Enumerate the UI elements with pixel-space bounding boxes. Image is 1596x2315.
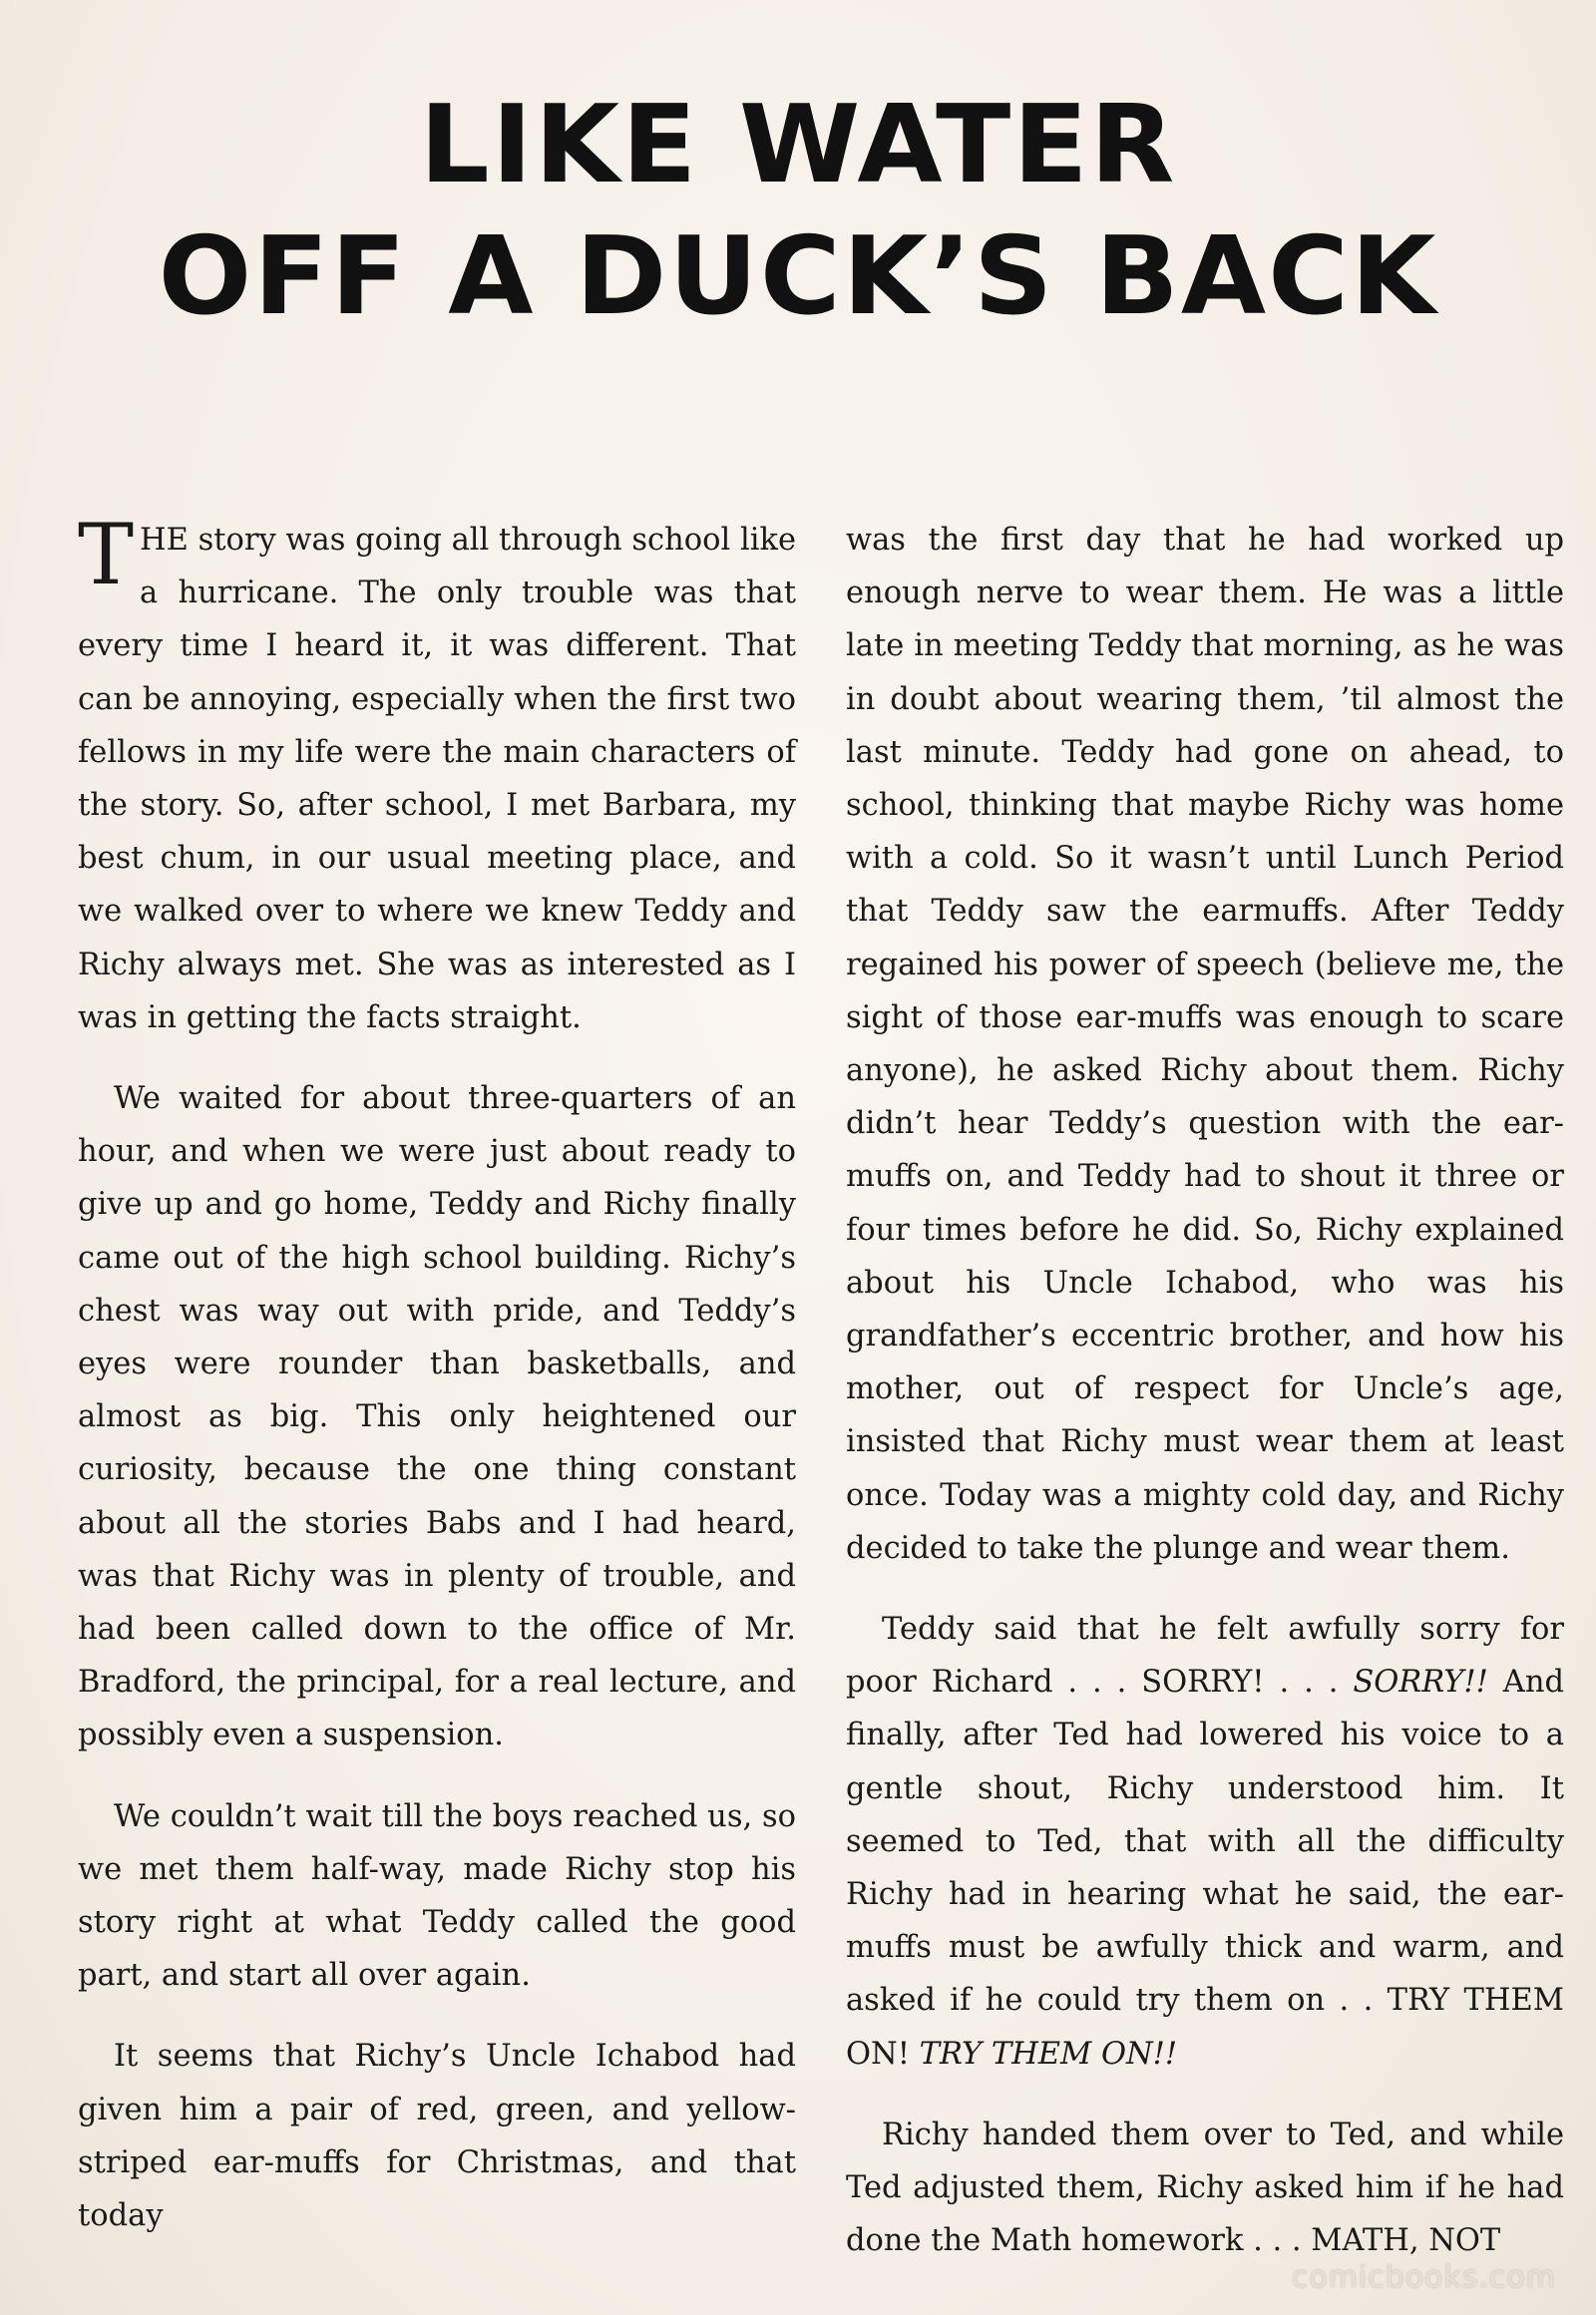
- paragraph-7: Richy handed them over to Ted, and while Ted adjusted them, Richy asked him if he had done the Math homework . . . MATH, NOT: [846, 2117, 1564, 2259]
- paragraph-4: It seems that Richy’s Uncle Ichabod had given him a pair of red, green, and yellow-striped ear-muffs for Christmas, and that today: [78, 2039, 796, 2234]
- page-title: [66, 80, 1531, 343]
- title-line-1: LIKE WATER: [419, 83, 1177, 207]
- paragraph-1-text: HE story was going all through school like a hurricane. The only trouble was that every time I heard it, it was different. That can be annoying, especially when the first two fellows in my life were the main characters of the story. So, after school, I met Barbara, my best chum, in our usual meeting place, and we walked over to where we knew Teddy and Richy always met. She was as interested as I was in getting the facts straight.: [78, 523, 796, 1035]
- paragraph-5: was the first day that he had worked up enough nerve to wear them. He was a little late in meeting Teddy that morning, as he was in doubt about wearing them, ’til almost the last minute. Teddy had gone on ahead, to school, thinking that maybe Richy was home with a cold. So it wasn’t until Lunch Period that Teddy saw the earmuffs. After Teddy regained his power of speech (believe me, the sight of those ear-muffs was enough to scare anyone), he asked Richy about them. Richy didn’t hear Teddy’s question with the ear-muffs on, and Teddy had to shout it three or four times before he did. So, Richy explained about his Uncle Ichabod, who was his grandfather’s eccentric brother, and how his mother, out of respect for Uncle’s age, insisted that Richy must wear them at least once. Today was a mighty cold day, and Richy decided to take the plunge and wear them.: [846, 523, 1564, 1566]
- paragraph-3: We couldn’t wait till the boys reached us, so we met them half-way, made Richy stop his story right at what Teddy called the good part, and start all over again.: [78, 1798, 796, 1994]
- paragraph-6: [846, 1603, 1564, 2081]
- right-column: [846, 514, 1564, 2296]
- drop-cap: T: [78, 506, 135, 603]
- watermark: comicbooks.com: [1291, 2260, 1556, 2295]
- paragraph-6-text-c: And finally, after Ted had lowered his voice to a gentle shout, Richy understood him. It seemed to Ted, that with all the difficulty Richy had in hearing what he said, the ear-muffs must be awfully thick and warm, and asked if he could try them on . . TRY THEM ON!: [846, 1665, 1564, 2072]
- left-column: [78, 506, 796, 2270]
- title-line-2: OFF A DUCK’S BACK: [158, 214, 1438, 339]
- paragraph-1: [78, 506, 796, 1044]
- paragraph-6-text-a: Teddy said that he felt awfully sorry for poor Richard . . . SORRY! . . .: [846, 1612, 1564, 1701]
- paragraph-6-emphasis-1: SORRY!!: [1353, 1665, 1488, 1701]
- paragraph-6-emphasis-2: TRY THEM ON!!: [919, 2036, 1178, 2072]
- paragraph-2: We waited for about three-quarters of an hour, and when we were just about ready to give up and go home, Teddy and Richy finally came out of the high school building. Richy’s chest was way out with pride, and Teddy’s eyes were rounder than basketballs, and almost as big. This only heightened our curiosity, because the one thing constant about all the stories Babs and I had heard, was that Richy was in plenty of trouble, and had been called down to the office of Mr. Bradford, the principal, for a real lecture, and possibly even a suspension.: [78, 1081, 796, 1753]
